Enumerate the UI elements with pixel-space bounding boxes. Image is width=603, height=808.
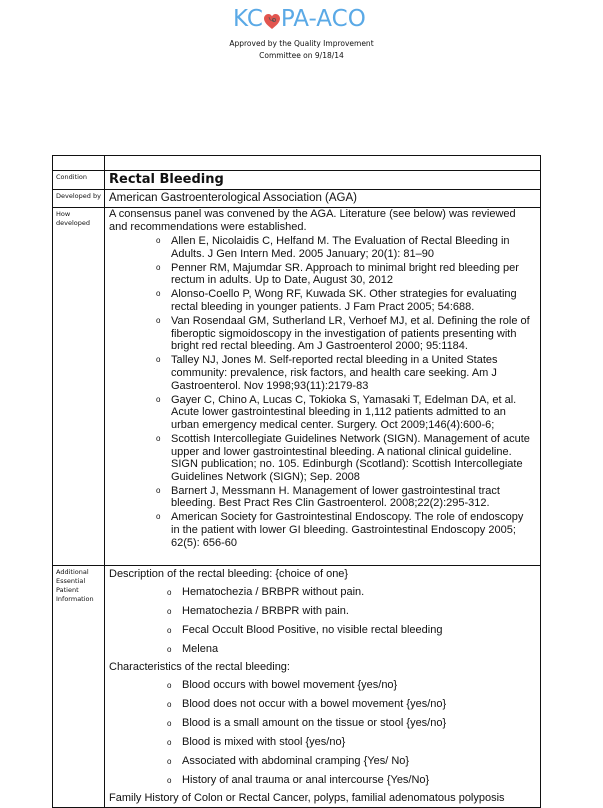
approval-line-1: Approved by the Quality Improvement [229, 39, 374, 48]
how-developed-cell [105, 208, 541, 566]
logo-text-right: PA-ACO [280, 6, 366, 32]
characteristics-option: o History of anal trauma or anal intercourse {Yes/No} [182, 771, 536, 790]
characteristics-option: o Blood is mixed with stool {yes/no} [182, 733, 536, 752]
characteristics-options [109, 676, 536, 790]
table-row-additional-info [53, 565, 541, 807]
table-row-how-developed [53, 208, 541, 566]
blank-value-cell [105, 156, 541, 171]
description-option: o Hematochezia / BRBPR with pain. [182, 602, 536, 621]
reference-item: o Talley NJ, Jones M. Self-reported rectal bleeding in a United States community: prevalence, risk factors, and health care seeking. Am J Gastroenterol. Nov 1998;93(11):2179-83 [171, 354, 536, 392]
description-option: o Melena [182, 640, 536, 659]
description-option: o Fecal Occult Blood Positive, no visible rectal bleeding [182, 621, 536, 640]
characteristics-option: o Associated with abdominal cramping {Yes/ No} [182, 752, 536, 771]
reference-item: o Gayer C, Chino A, Lucas C, Tokioka S, Yamasaki T, Edelman DA, et al. Acute lower gastrointestinal bleeding in 1,112 patients admitted to an urban emergency medical center. Surgery. Oct 2009;146(4):600-6; [171, 394, 536, 432]
additional-info-cell [105, 565, 541, 807]
characteristics-heading: Characteristics of the rectal bleeding: [109, 660, 290, 673]
blank-label-cell [53, 156, 105, 171]
table-row-blank [53, 156, 541, 171]
reference-item: o Penner RM, Majumdar SR. Approach to minimal bright red bleeding per rectum in adults. Up to Date, August 30, 2012 [171, 262, 536, 287]
approval-note [0, 38, 603, 62]
additional-info-label: Additional Essential Patient Information [53, 565, 105, 807]
heart-stethoscope-icon [264, 10, 280, 26]
reference-item: o Allen E, Nicolaidis C, Helfand M. The Evaluation of Rectal Bleeding in Adults. J Gen Intern Med. 2005 January; 20(1): 81–90 [171, 235, 536, 260]
reference-item: o Van Rosendaal GM, Sutherland LR, Verhoef MJ, et al. Defining the role of fiberoptic sigmoidoscopy in the investigation of patients presenting with bright red rectal bleeding. Am J Gastroenterol 2000; 95:1184. [171, 315, 536, 353]
condition-label: Condition [53, 171, 105, 190]
characteristics-option: o Blood is a small amount on the tissue or stool {yes/no} [182, 714, 536, 733]
characteristics-option: o Blood occurs with bowel movement {yes/no} [182, 676, 536, 695]
reference-item: o Barnert J, Messmann H. Management of lower gastrointestinal tract bleeding. Best Pract Res Clin Gastroenterol. 2008;22(2):295-312. [171, 485, 536, 510]
how-developed-intro: A consensus panel was convened by the AGA. Literature (see below) was reviewed and recommendations were established. [109, 208, 516, 233]
logo-text-left: KC [233, 6, 263, 32]
table-row-developed-by [53, 190, 541, 208]
reference-item: o Scottish Intercollegiate Guidelines Network (SIGN). Management of acute upper and lower gastrointestinal bleeding. A national clinical guideline. SIGN publication; no. 105. Edinburgh (Scotland): Scottish Intercollegiate Guidelines Network (SIGN); Sep. 2008 [171, 433, 536, 483]
reference-item: o American Society for Gastrointestinal Endoscopy. The role of endoscopy in the patient with lower GI bleeding. Gastrointestinal Endoscopy 2005; 62(5): 656-60 [171, 511, 536, 549]
description-options [109, 583, 536, 659]
developed-by-label: Developed by [53, 190, 105, 208]
condition-value: Rectal Bleeding [105, 171, 541, 190]
reference-list [109, 235, 536, 549]
family-history-line: Family History of Colon or Rectal Cancer, polyps, familial adenomatous polyposis [109, 791, 505, 804]
reference-item: o Alonso-Coello P, Wong RF, Kuwada SK. Other strategies for evaluating rectal bleeding in younger patients. J Fam Pract 2005; 54:688. [171, 288, 536, 313]
characteristics-option: o Blood does not occur with a bowel movement {yes/no} [182, 695, 536, 714]
table-row-condition [53, 171, 541, 190]
how-developed-label: How developed [53, 208, 105, 566]
approval-line-2: Committee on 9/18/14 [259, 51, 344, 60]
kcmpa-aco-logo [233, 6, 383, 32]
developed-by-value: American Gastroenterological Association (AGA) [105, 190, 541, 208]
description-option: o Hematochezia / BRBPR without pain. [182, 583, 536, 602]
guideline-table [52, 155, 541, 808]
description-heading: Description of the rectal bleeding: {choice of one} [109, 567, 349, 580]
